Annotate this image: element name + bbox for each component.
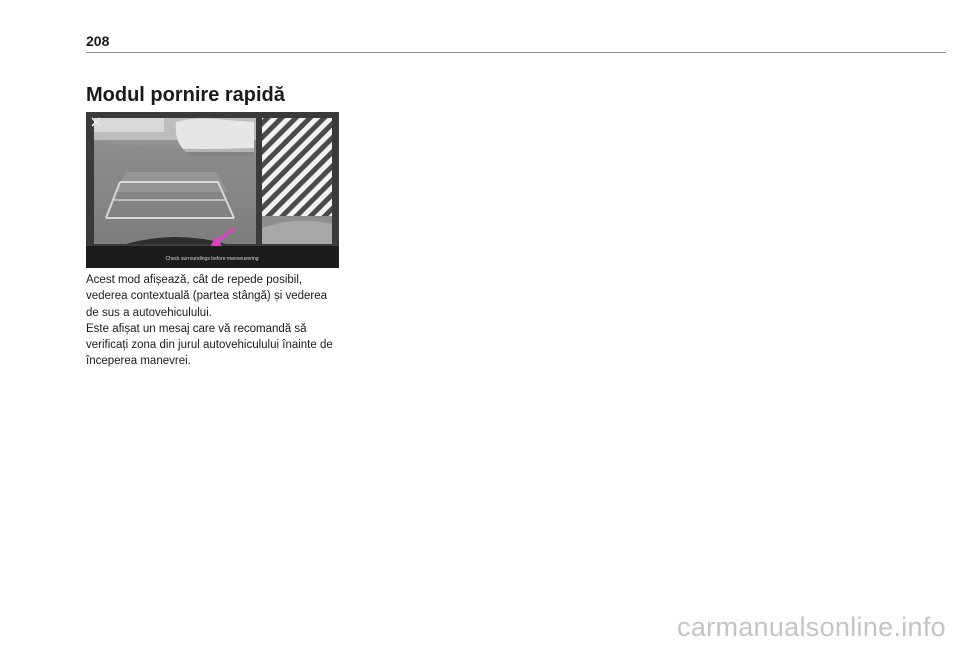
body-line: Este afișat un mesaj care vă recomandă să — [86, 322, 307, 335]
section-title: Modul pornire rapidă — [86, 84, 285, 106]
contextual-view — [94, 118, 256, 244]
body-line: Acest mod afișează, cât de repede posibil, — [86, 274, 303, 286]
body-line: verificați zona din jurul autovehiculului înainte de — [86, 339, 333, 352]
body-line: începerea manevrei. — [86, 355, 191, 368]
page-number: 208 — [86, 33, 110, 49]
body-line: vederea contextuală (partea stângă) și vederea — [86, 290, 328, 303]
watermark: carmanualsonline.info — [677, 612, 946, 642]
body-line: de sus a autovehiculului. — [86, 306, 212, 319]
body-paragraph — [86, 272, 346, 370]
top-view — [262, 118, 332, 244]
header-divider — [86, 52, 946, 53]
camera-screen-figure — [86, 112, 339, 268]
camera-banner-text: Check surroundings before manoeuvering — [165, 256, 259, 262]
